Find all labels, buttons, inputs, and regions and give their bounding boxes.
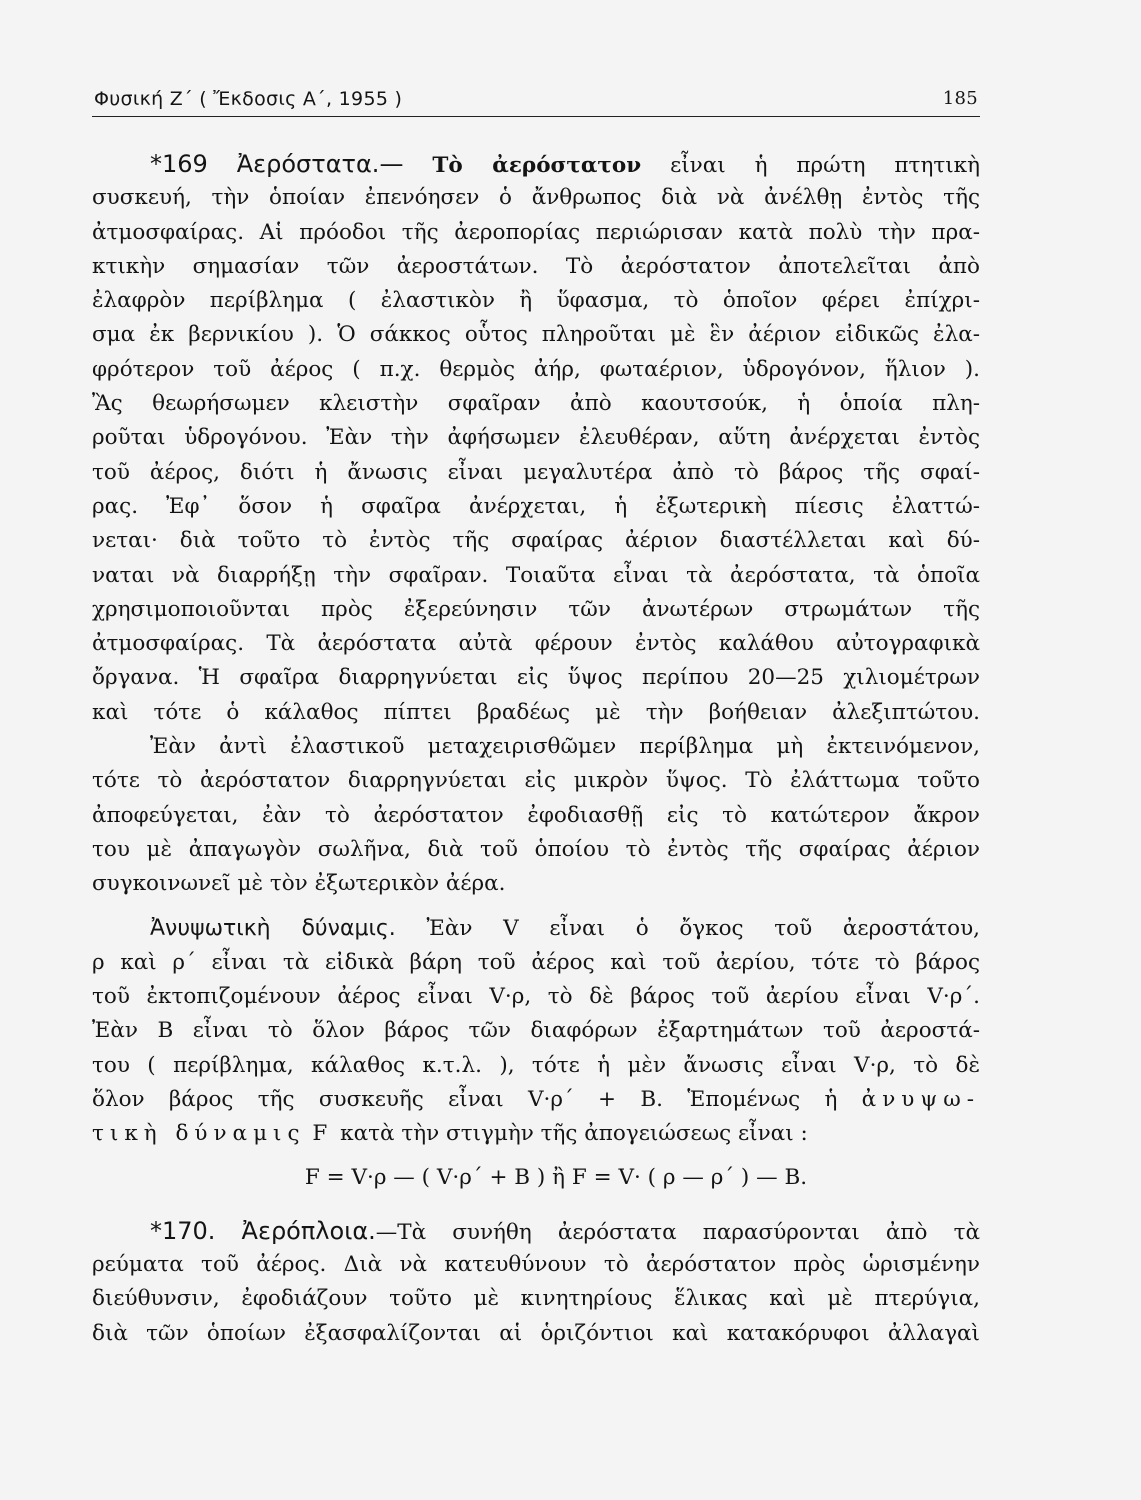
text-line: Ἐὰν V εἶναι ὁ ὄγκος τοῦ ἀεροστάτου, — [426, 915, 980, 941]
page-body — [92, 147, 980, 1351]
section-169-title: Ἀερόστατα.— — [236, 150, 404, 178]
text-line: ὄργανα. Ἡ σφαῖρα διαρρηγνύεται εἰς ὕψος περίπου 20—25 χιλιομέτρων — [92, 665, 980, 691]
text-line: ρ καὶ ρ΄ εἶναι τὰ εἰδικὰ βάρη τοῦ ἀέρος καὶ τοῦ ἀερίου, τότε τὸ βάρος — [92, 949, 980, 975]
text-fragment: ὅλον βάρος τῆς συσκευῆς εἶναι V·ρ΄ + B. Ἑπομένως ἡ — [92, 1087, 838, 1113]
running-header — [92, 86, 980, 117]
text-line: διεύθυνσιν, ἐφοδιάζουν τοῦτο μὲ κινητηρίους ἕλικας καὶ μὲ πτερύγια, — [92, 1286, 980, 1312]
text-line: Ἐὰν B εἶναι τὸ ὅλον βάρος τῶν διαφόρων ἐξαρτημάτων τοῦ ἀεροστά- — [92, 1018, 980, 1044]
text-line: τοῦ ἐκτοπιζομένουν ἀέρος εἶναι V·ρ, τὸ δὲ βάρος τοῦ ἀερίου εἶναι V·ρ΄. — [92, 984, 980, 1010]
text-line: νεται· διὰ τοῦτο τὸ ἐντὸς τῆς σφαίρας ἀέριον διαστέλλεται καὶ δύ- — [92, 528, 980, 554]
text-line: εἶναι ἡ πρώτη πτητικὴ — [670, 153, 980, 178]
text-line: τοῦ ἀέρος, διότι ἡ ἄνωσις εἶναι μεγαλυτέρα ἀπὸ τὸ βάρος τῆς σφαί- — [92, 459, 980, 485]
text-line: τότε τὸ ἀερόστατον διαρρηγνύεται εἰς μικρὸν ὕψος. Τὸ ἐλάττωμα τοῦτο — [92, 768, 980, 794]
text-line: ἀποφεύγεται, ἐὰν τὸ ἀερόστατον ἐφοδιασθῇ εἰς τὸ κατώτερον ἄκρον — [92, 802, 980, 828]
text-line: σμα ἐκ βερνικίου ). Ὁ σάκκος οὗτος πληροῦται μὲ ἓν ἀέριον εἰδικῶς ἐλα- — [92, 322, 980, 348]
text-line: ναται νὰ διαρρήξῃ τὴν σφαῖραν. Τοιαῦτα εἶναι τὰ ἀερόστατα, τὰ ὁποῖα — [92, 562, 980, 588]
section-169-term: Τὸ ἀερόστατον — [432, 153, 642, 178]
text-line: Ἂς θεωρήσωμεν κλειστὴν σφαῖραν ἀπὸ καουτσούκ, ἡ ὁποία πλη- — [92, 391, 980, 417]
section-170-first-line — [92, 1214, 980, 1248]
lift-title: Ἀνυψωτικὴ δύναμις. — [150, 915, 396, 941]
text-line: χρησιμοποιοῦνται πρὸς ἐξερεύνησιν τῶν ἀνωτέρων στρωμάτων τῆς — [92, 596, 980, 622]
force-symbol: F — [312, 1121, 334, 1147]
page-number: 185 — [942, 88, 978, 109]
text-line-with-spaced — [92, 1083, 980, 1117]
text-line: φρότερον τοῦ ἀέρος ( π.χ. θερμὸς ἀήρ, φωταέριον, ὑδρογόνον, ἥλιον ). — [92, 356, 980, 382]
header-title: Φυσική Ζ΄ ( Ἔκδοσις Α΄, 1955 ) — [94, 88, 403, 110]
section-170-number: *170. — [150, 1216, 216, 1245]
text-fragment: κατὰ τὴν στιγμὴν τῆς ἀπογειώσεως εἶναι : — [340, 1121, 808, 1147]
text-line: κτικὴν σημασίαν τῶν ἀεροστάτων. Τὸ ἀερόστατον ἀποτελεῖται ἀπὸ — [92, 253, 980, 279]
text-line: ἀτμοσφαίρας. Αἱ πρόοδοι τῆς ἀεροπορίας περιώρισαν κατὰ πολὺ τὴν πρα- — [92, 219, 980, 245]
spaced-term: ἀνυψω- — [861, 1087, 980, 1113]
lift-first-line — [92, 912, 980, 946]
text-line: ρεύματα τοῦ ἀέρος. Διὰ νὰ κατευθύνουν τὸ ἀερόστατον πρὸς ὡρισμένην — [92, 1251, 980, 1277]
text-line: ρας. Ἐφ᾽ ὅσον ἡ σφαῖρα ἀνέρχεται, ἡ ἐξωτερικὴ πίεσις ἐλαττώ- — [92, 493, 980, 519]
section-170-title: Ἀερόπλοια. — [241, 1216, 376, 1245]
text-line: συγκοινωνεῖ μὲ τὸν ἐξωτερικὸν ἀέρα. — [92, 871, 506, 897]
text-line: ροῦται ὑδρογόνου. Ἐὰν τὴν ἀφήσωμεν ἐλευθέραν, αὕτη ἀνέρχεται ἐντὸς — [92, 425, 980, 451]
text-line: ἀτμοσφαίρας. Τὰ ἀερόστατα αὐτὰ φέρουν ἐντὸς καλάθου αὐτογραφικὰ — [92, 631, 980, 657]
section-169-first-line — [92, 147, 980, 181]
text-line: του μὲ ἀπαγωγὸν σωλῆνα, διὰ τοῦ ὁποίου τὸ ἐντὸς τῆς σφαίρας ἀέριον — [92, 836, 980, 862]
text-line: συσκευή, τὴν ὁποίαν ἐπενόησεν ὁ ἄνθρωπος διὰ νὰ ἀνέλθῃ ἐντὸς τῆς — [92, 185, 980, 211]
text-line: Ἐὰν ἀντὶ ἐλαστικοῦ μεταχειρισθῶμεν περίβλημα μὴ ἐκτεινόμενον, — [150, 734, 980, 760]
text-line-with-spaced — [92, 1117, 980, 1151]
text-line: του ( περίβλημα, κάλαθος κ.τ.λ. ), τότε ἡ μὲν ἄνωσις εἶναι V·ρ, τὸ δὲ — [92, 1052, 980, 1078]
text-line: ἐλαφρὸν περίβλημα ( ἐλαστικὸν ἢ ὕφασμα, τὸ ὁποῖον φέρει ἐπίχρι- — [92, 288, 980, 314]
text-fragment: —Τὰ συνήθη ἀερόστατα παρασύρονται ἀπὸ τὰ — [375, 1219, 980, 1245]
section-169-number: *169 — [150, 150, 208, 178]
spaced-term: τικὴ δύναμις — [92, 1121, 306, 1147]
text-line: καὶ τότε ὁ κάλαθος πίπτει βραδέως μὲ τὴν βοήθειαν ἀλεξιπτώτου. — [92, 699, 980, 725]
text-line: διὰ τῶν ὁποίων ἐξασφαλίζονται αἱ ὁριζόντιοι καὶ κατακόρυφοι ἀλλαγαὶ — [92, 1320, 980, 1346]
lift-formula: F = V·ρ — ( V·ρ΄ + B ) ἢ F = V· ( ρ — ρ΄ ) — B. — [304, 1164, 808, 1190]
